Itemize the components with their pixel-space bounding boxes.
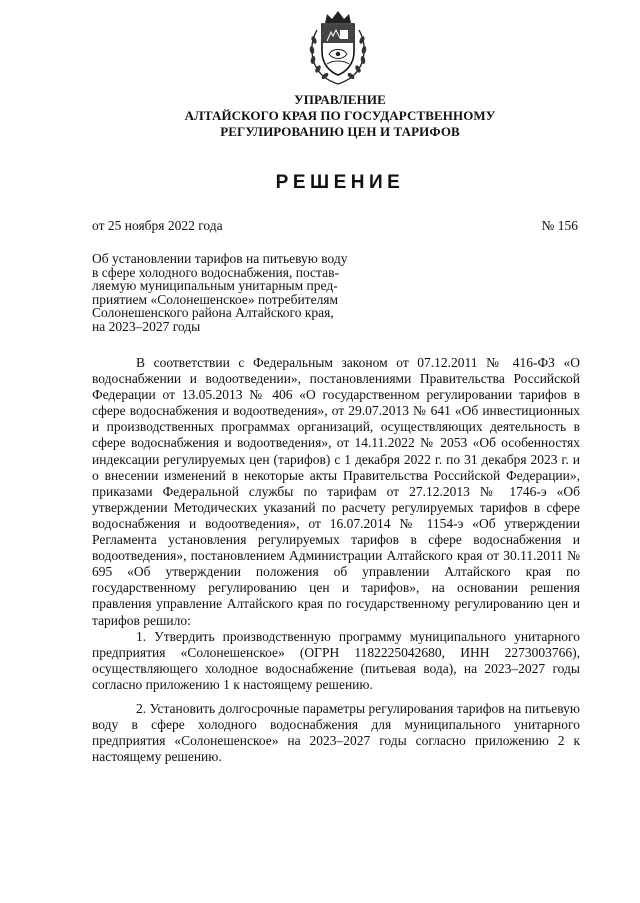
preamble-paragraph: В соответствии с Федеральным законом от 07.12.2011 № 416-ФЗ «О водоснабжении и водоотведении», постановлениями Правительства Российской Федерации от 13.05.2013 № 406 «О государственном регулировании тарифов в сфере водоснабжения и водоотведения», от 29.07.2013 № 641 «Об инвестиционных и производственных программах организаций, осуществляющих деятельность в сфере водоснабжения и водоотведения», от 14.11.2022 № 2053 «Об особенностях индексации регулируемых цен (тарифов) с 1 декабря 2022 г. по 31 декабря 2023 г. и о внесении изменений в некоторые акты Правительства Российской Федерации», приказами Федеральной службы по тарифам от 27.12.2013 № 1746-э «Об утверждении Методических указаний по расчету регулируемых тарифов в сфере водоснабжения и водоотведения», от 16.07.2014 № 1154-э «Об утверждении Регламента установления регулируемых тарифов в сфере водоснабжения и водоотведения», постановлением Администрации Алтайского края от 30.11.2011 № 695 «Об утверждении положения об управлении Алтайского края по государственному регулированию цен и тарифов», на основании решения правления управление Алтайского края по государственному регулированию цен и тарифов решило: <box>92 355 580 628</box>
subject-line: на 2023–2027 годы <box>92 318 201 334</box>
subject-line: приятием «Солонешенское» потребителям <box>92 291 339 307</box>
document-number: № 156 <box>541 218 578 233</box>
agency-name <box>90 92 590 140</box>
subject-line: Солонешенского района Алтайского края, <box>92 305 334 320</box>
document-date: от 25 ноября 2022 года <box>92 218 223 233</box>
document-type-title: РЕШЕНИЕ <box>275 172 405 193</box>
decision-item-1: 1. Утвердить производственную программу муниципального унитарного предприятия «Солонешенское» (ОГРН 1182225042680, ИНН 2273003766), осуществляющего холодное водоснабжение (питьевая вода), на 2023–2027 годы согласно приложению 1 к настоящему решению. <box>92 628 580 692</box>
decision-item-2: 2. Установить долгосрочные параметры регулирования тарифов на питьевую воду в сфере холодного водоснабжения для муниципального унитарного предприятия «Солонешенское» на 2023–2027 годы согласно приложению 2 к настоящему решению. <box>92 700 580 765</box>
document-subject <box>92 252 382 333</box>
agency-name-line: РЕГУЛИРОВАНИЮ ЦЕН И ТАРИФОВ <box>220 124 460 139</box>
subject-line: в сфере холодного водоснабжения, постав- <box>92 264 339 280</box>
document-body <box>92 355 580 765</box>
altai-krai-coat-of-arms-icon <box>307 8 369 86</box>
subject-line: ляемую муниципальным унитарным пред- <box>92 278 338 293</box>
agency-name-line: УПРАВЛЕНИЕ <box>294 92 386 107</box>
subject-line: Об установлении тарифов на питьевую воду <box>92 251 348 266</box>
agency-name-line: АЛТАЙСКОГО КРАЯ ПО ГОСУДАРСТВЕННОМУ <box>184 108 496 123</box>
